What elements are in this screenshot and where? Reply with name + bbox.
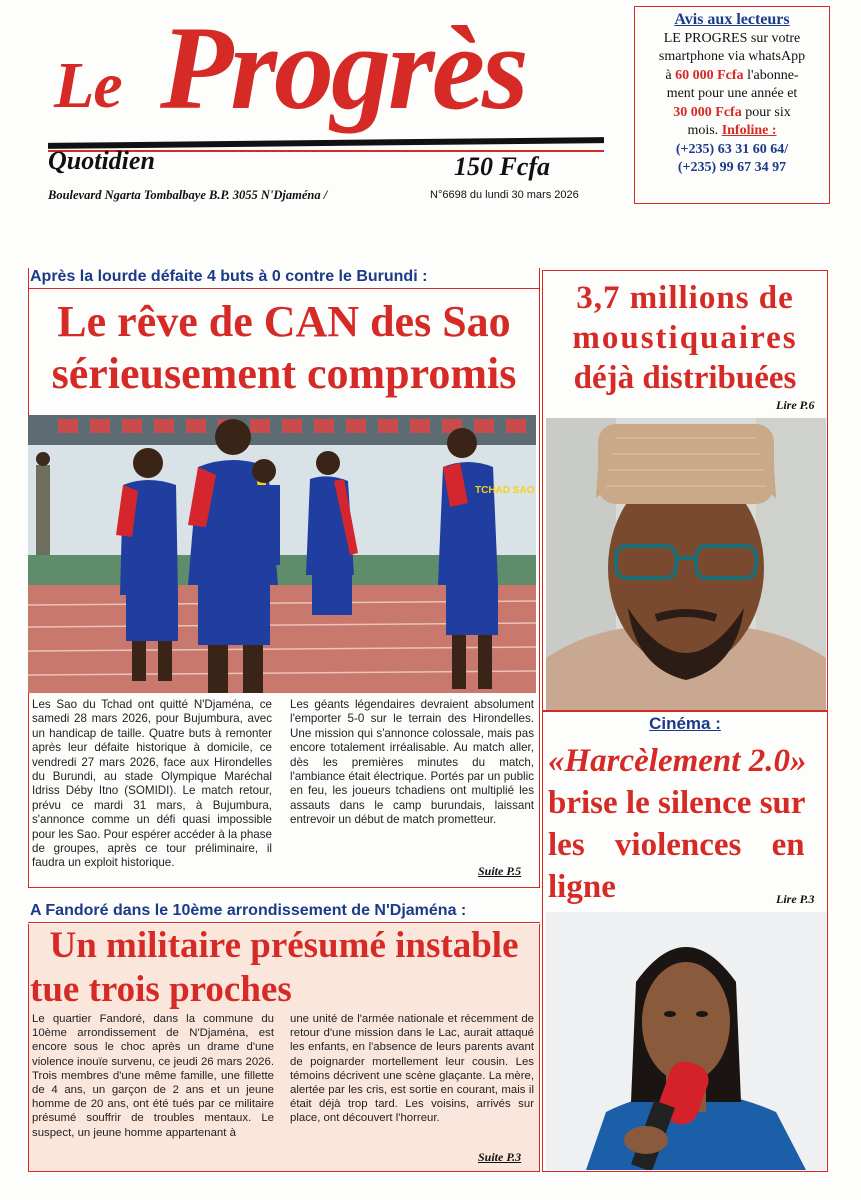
main-story-kicker: Après la lourde défaite 4 buts à 0 contre le Burundi :	[28, 268, 540, 289]
notice-price-year: 60 000 Fcfa	[675, 67, 744, 83]
headline-line: 3,7 millions de	[576, 280, 794, 316]
main-story-column-1: Les Sao du Tchad ont quitté N'Djaména, ce samedi 28 mars 2026, pour Bujumbura, avec un handicap de taille. Quatre buts à remonter après leur défaite historique à domicile, ce vendredi 27 mars 2026, face aux Hirondelles du Burundi, au stade Olympique Maréchal Idriss Déby Itno (SOMIDI). Le match retour, prévu ce mardi 31 mars, à Bujumbura, s'annonce comme un défi quasi impossible pour les Sao. Pour espérer accéder à la phase de groupes, après ce tour préliminaire, il faudra un exploit historique.	[32, 698, 272, 870]
notice-text: l'abonne-	[743, 67, 799, 83]
official-portrait-photo	[546, 418, 826, 710]
cinema-kicker: Cinéma :	[649, 714, 721, 733]
mosquito-read-more: Lire P.6	[776, 398, 815, 412]
headline-line: «Harcèlement 2.0»	[548, 743, 807, 779]
microphone-portrait-illustration	[546, 912, 826, 1170]
cinema-read-more: Lire P.3	[776, 892, 815, 906]
notice-phone: (+235) 63 31 60 64/	[675, 141, 789, 157]
main-story-headline	[28, 296, 540, 400]
logo-progres: Progrès	[160, 1, 526, 134]
notice-box	[634, 6, 830, 204]
right-column-divider	[542, 710, 828, 712]
headline-line: ligne	[548, 869, 616, 905]
main-story-continued: Suite P.5	[478, 864, 522, 878]
football-photo-illustration	[28, 415, 536, 693]
headline-line: brise le silence sur	[548, 785, 806, 821]
headline-line: sérieusement compromis	[51, 349, 517, 398]
bottom-story-continued: Suite P.3	[478, 1150, 522, 1164]
portrait-illustration	[546, 418, 826, 710]
headline-line: déjà distribuées	[573, 360, 797, 396]
notice-text: à	[665, 67, 676, 83]
cinema-headline	[548, 740, 826, 908]
notice-infoline: Infoline :	[721, 123, 777, 138]
bottom-story-column-2: une unité de l'armée nationale et récemment de retour d'une mission dans le Lac, aurait attaqué les enfants, en l'absence de leurs parents avant de poignarder mortellement leur cousin. Les témoins décrivent une scène glaçante. La mère, alertée par les cris, est sortie en courant, mais il était déjà trop tard. Les voisins, arrivés sur place, ont découvert l'horreur.	[290, 1013, 534, 1125]
mosquito-nets-headline	[542, 278, 828, 398]
notice-price-six-months: 30 000 Fcfa	[673, 104, 742, 120]
football-training-photo	[28, 415, 536, 693]
bottom-story-column-1: Le quartier Fandoré, dans la commune du 10ème arrondissement de N'Djaména, est encore sous le choc après un drame d'une violence inouïe survenu, ce jeudi 26 mars 2026. Trois membres d'une même famille, une fillette de 4 ans, un garçon de 2 ans et un jeune homme de 20 ans, ont été tués par ce militaire présumé souffrir de troubles mentaux. Le suspect, un jeune homme appartenant à	[32, 1013, 274, 1139]
notice-line: ment pour une année et	[666, 86, 798, 101]
notice-phone: (+235) 99 67 34 97	[677, 160, 787, 175]
bottom-story-kicker: A Fandoré dans le 10ème arrondissement de N'Djaména :	[28, 902, 540, 923]
notice-title: Avis aux lecteurs	[674, 11, 790, 28]
headline-line: Un militaire présumé instable	[49, 925, 519, 966]
notice-text: mois.	[687, 123, 722, 138]
notice-text: pour six	[741, 104, 791, 120]
masthead-price: 150 Fcfa	[454, 152, 551, 181]
notice-line	[641, 67, 823, 86]
woman-microphone-photo	[546, 912, 826, 1170]
notice-line	[641, 104, 823, 123]
headline-line: tue trois proches	[30, 969, 292, 1010]
logo-le: Le	[54, 49, 122, 122]
headline-line: les violences en	[548, 827, 805, 863]
bottom-story-headline	[28, 924, 540, 1012]
headline-line: Le rêve de CAN des Sao	[57, 297, 511, 346]
shirt-text: TCHAD SAO	[475, 485, 535, 496]
masthead-frequency: Quotidien	[48, 146, 155, 175]
headline-line: moustiquaires	[572, 320, 798, 356]
masthead	[40, 1, 630, 208]
main-story-column-2: Les géants légendaires devraient absolument l'emporter 5-0 sur le terrain des Hirondelles. Une mission qui s'annonce colossale, mais pas encore totalement irréalisable. Au match aller, dès les premières minutes du match, l'ambiance était électrique. Portés par un public en feu, les joueurs tchadiens ont multiplié les assauts dans le camp burundais, laissant entrevoir un début de match prometteur.	[290, 698, 534, 827]
notice-line: LE PROGRES sur votre	[663, 30, 801, 46]
masthead-address: Boulevard Ngarta Tombalbaye B.P. 3055 N'Djaména /	[48, 188, 328, 202]
masthead-issue: N°6698 du lundi 30 mars 2026	[430, 189, 579, 201]
notice-line: smartphone via whatsApp	[658, 49, 806, 64]
notice-line	[641, 122, 823, 141]
